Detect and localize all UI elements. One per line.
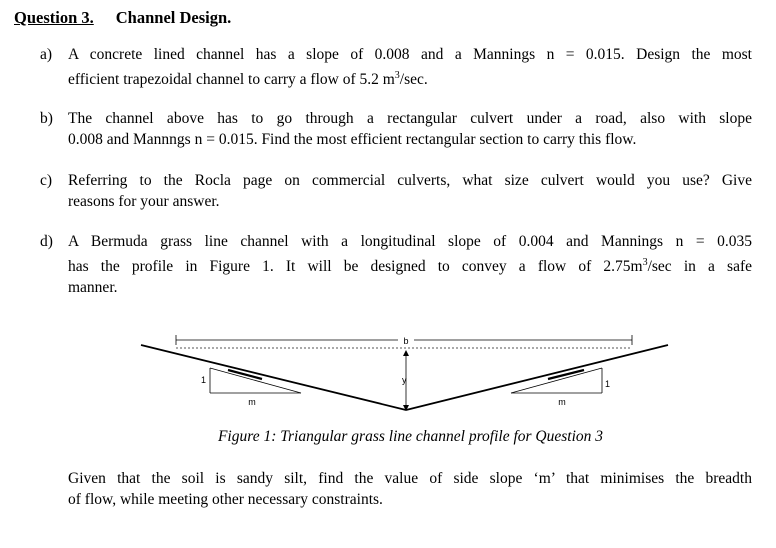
part-a-line-2-text: efficient trapezoidal channel to carry a flow of 5.2 m — [68, 71, 395, 89]
part-b-label: b) — [40, 110, 53, 127]
part-a-line-2-unit: /sec. — [399, 71, 428, 89]
width-label-b: b — [403, 336, 409, 346]
figure-caption-text: Figure 1: Triangular grass line channel profile for Question 3 — [217, 428, 604, 445]
part-c-line-2: reasons for your answer. — [68, 193, 220, 210]
left-rise-label: 1 — [201, 375, 207, 385]
left-bank-line — [141, 345, 406, 410]
right-rise-label: 1 — [605, 379, 611, 389]
part-d-superscript: 3 — [642, 257, 648, 268]
part-a-line-1: A concrete lined channel has a slope of 0.008 and a Mannings n = 0.015. Design the most — [68, 46, 752, 63]
depth-label-y: y — [402, 375, 407, 385]
part-d-line-2 — [68, 252, 752, 277]
part-d-label: d) — [40, 233, 53, 250]
channel-profile-figure — [0, 320, 776, 430]
part-d-line-2-text: has the profile in Figure 1. It will be designed to convey a flow of 2.75m — [68, 258, 643, 276]
part-d-line-3: manner. — [68, 279, 118, 297]
closing-paragraph — [68, 468, 752, 510]
part-a-line-2 — [68, 65, 752, 90]
part-d-text — [68, 231, 752, 298]
part-c-text — [68, 170, 752, 212]
question-heading — [14, 8, 231, 28]
part-b-text — [68, 108, 752, 150]
part-c — [40, 170, 752, 212]
closing-line-2: of flow, while meeting other necessary constraints. — [68, 491, 383, 508]
part-a-label: a) — [40, 46, 53, 63]
part-b-line-1: The channel above has to go through a rectangular culvert under a road, also with slope — [68, 110, 752, 127]
part-a — [40, 44, 752, 90]
right-run-label: m — [558, 397, 566, 407]
closing-line-1: Given that the soil is sandy silt, find the value of side slope ‘m’ that minimises the breadth — [68, 470, 752, 487]
left-run-label: m — [248, 397, 256, 407]
part-d — [40, 231, 752, 298]
right-bank-line — [406, 345, 668, 410]
depth-arrow-top — [403, 350, 409, 356]
part-d-line-1: A Bermuda grass line channel with a longitudinal slope of 0.004 and Mannings n = 0.035 — [68, 233, 752, 250]
part-a-text — [68, 44, 752, 90]
part-b — [40, 108, 752, 150]
part-c-label: c) — [40, 172, 53, 189]
part-b-line-2: 0.008 and Mannngs n = 0.015. Find the most efficient rectangular section to carry this flow. — [68, 131, 637, 148]
question-number: Question 3. — [14, 8, 94, 27]
part-d-line-2-unit: /sec in a safe — [647, 258, 752, 276]
part-a-superscript: 3 — [394, 70, 400, 81]
question-title: Channel Design. — [115, 8, 232, 27]
figure-caption — [0, 428, 776, 446]
part-c-line-1: Referring to the Rocla page on commercial culverts, what size culvert would you use? Give — [68, 172, 752, 189]
